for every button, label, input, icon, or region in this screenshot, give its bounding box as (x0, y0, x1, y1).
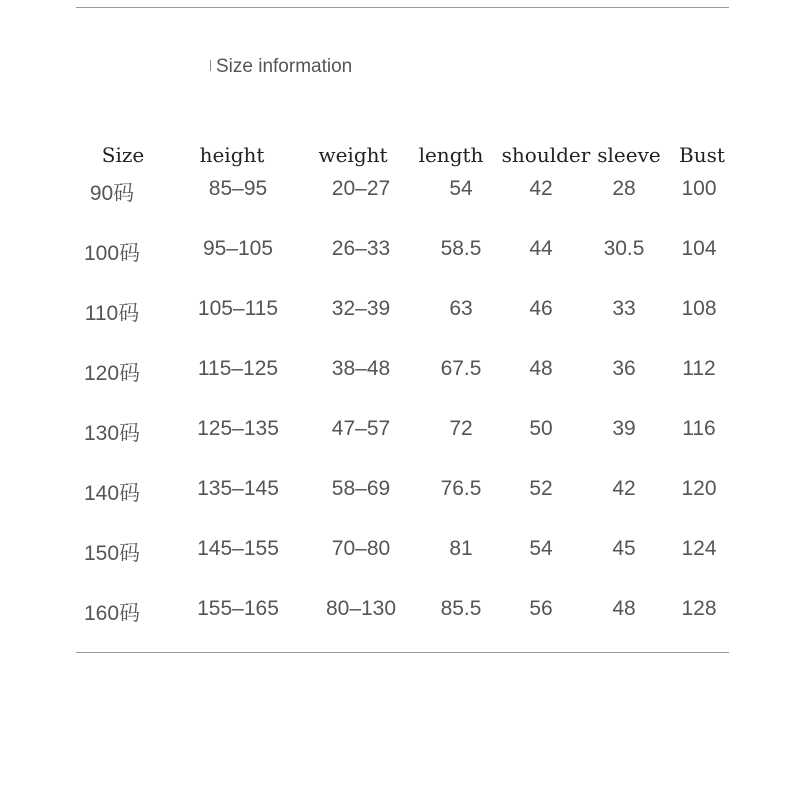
cell-size: 160码 (83, 602, 141, 625)
cell-bust: 128 (681, 597, 717, 620)
cell-length: 72 (449, 417, 473, 440)
title-marker (210, 60, 211, 71)
cell-shoulder: 42 (529, 177, 553, 200)
cell-weight: 32–39 (331, 297, 391, 320)
cell-height: 145–155 (197, 537, 279, 560)
cell-size: 140码 (83, 482, 141, 505)
cell-weight: 38–48 (331, 357, 391, 380)
cell-weight: 47–57 (331, 417, 391, 440)
cell-shoulder: 52 (529, 477, 553, 500)
cell-length: 67.5 (440, 357, 482, 380)
top-divider (76, 7, 729, 8)
cell-shoulder: 46 (529, 297, 553, 320)
cell-sleeve: 42 (612, 477, 636, 500)
cell-weight: 20–27 (331, 177, 391, 200)
cell-length: 76.5 (440, 477, 482, 500)
cell-height: 95–105 (202, 237, 274, 260)
cell-size: 120码 (83, 362, 141, 385)
cell-size: 90码 (89, 182, 135, 205)
cell-size: 150码 (83, 542, 141, 565)
header-sleeve: sleeve (597, 143, 661, 167)
cell-height: 155–165 (197, 597, 279, 620)
cell-bust: 124 (681, 537, 717, 560)
cell-bust: 100 (681, 177, 717, 200)
cell-sleeve: 39 (612, 417, 636, 440)
cell-height: 125–135 (197, 417, 279, 440)
cell-shoulder: 54 (529, 537, 553, 560)
cell-bust: 112 (682, 357, 716, 380)
cell-sleeve: 36 (612, 357, 636, 380)
cell-sleeve: 30.5 (603, 237, 645, 260)
cell-weight: 70–80 (331, 537, 391, 560)
cell-length: 54 (449, 177, 473, 200)
header-size: Size (101, 143, 145, 167)
cell-length: 81 (449, 537, 473, 560)
header-height: height (199, 143, 265, 167)
cell-weight: 80–130 (325, 597, 397, 620)
cell-height: 105–115 (197, 297, 279, 320)
cell-bust: 120 (681, 477, 717, 500)
cell-height: 135–145 (197, 477, 279, 500)
cell-sleeve: 28 (612, 177, 636, 200)
cell-bust: 108 (681, 297, 717, 320)
page-title: Size information (216, 56, 353, 77)
cell-height: 85–95 (208, 177, 268, 200)
header-bust: Bust (679, 143, 725, 167)
header-length: length (418, 143, 484, 167)
cell-length: 85.5 (440, 597, 482, 620)
cell-shoulder: 44 (529, 237, 553, 260)
cell-bust: 116 (682, 417, 716, 440)
cell-sleeve: 48 (612, 597, 636, 620)
cell-weight: 26–33 (331, 237, 391, 260)
cell-shoulder: 50 (529, 417, 553, 440)
cell-shoulder: 48 (529, 357, 553, 380)
cell-bust: 104 (681, 237, 717, 260)
cell-sleeve: 33 (612, 297, 636, 320)
cell-size: 100码 (83, 242, 141, 265)
cell-length: 63 (449, 297, 473, 320)
cell-length: 58.5 (440, 237, 482, 260)
cell-size: 110码 (84, 302, 140, 325)
cell-weight: 58–69 (331, 477, 391, 500)
cell-height: 115–125 (197, 357, 279, 380)
bottom-divider (76, 652, 729, 653)
header-shoulder: shoulder (501, 143, 591, 167)
cell-size: 130码 (83, 422, 141, 445)
header-weight: weight (318, 143, 388, 167)
cell-sleeve: 45 (612, 537, 636, 560)
cell-shoulder: 56 (529, 597, 553, 620)
